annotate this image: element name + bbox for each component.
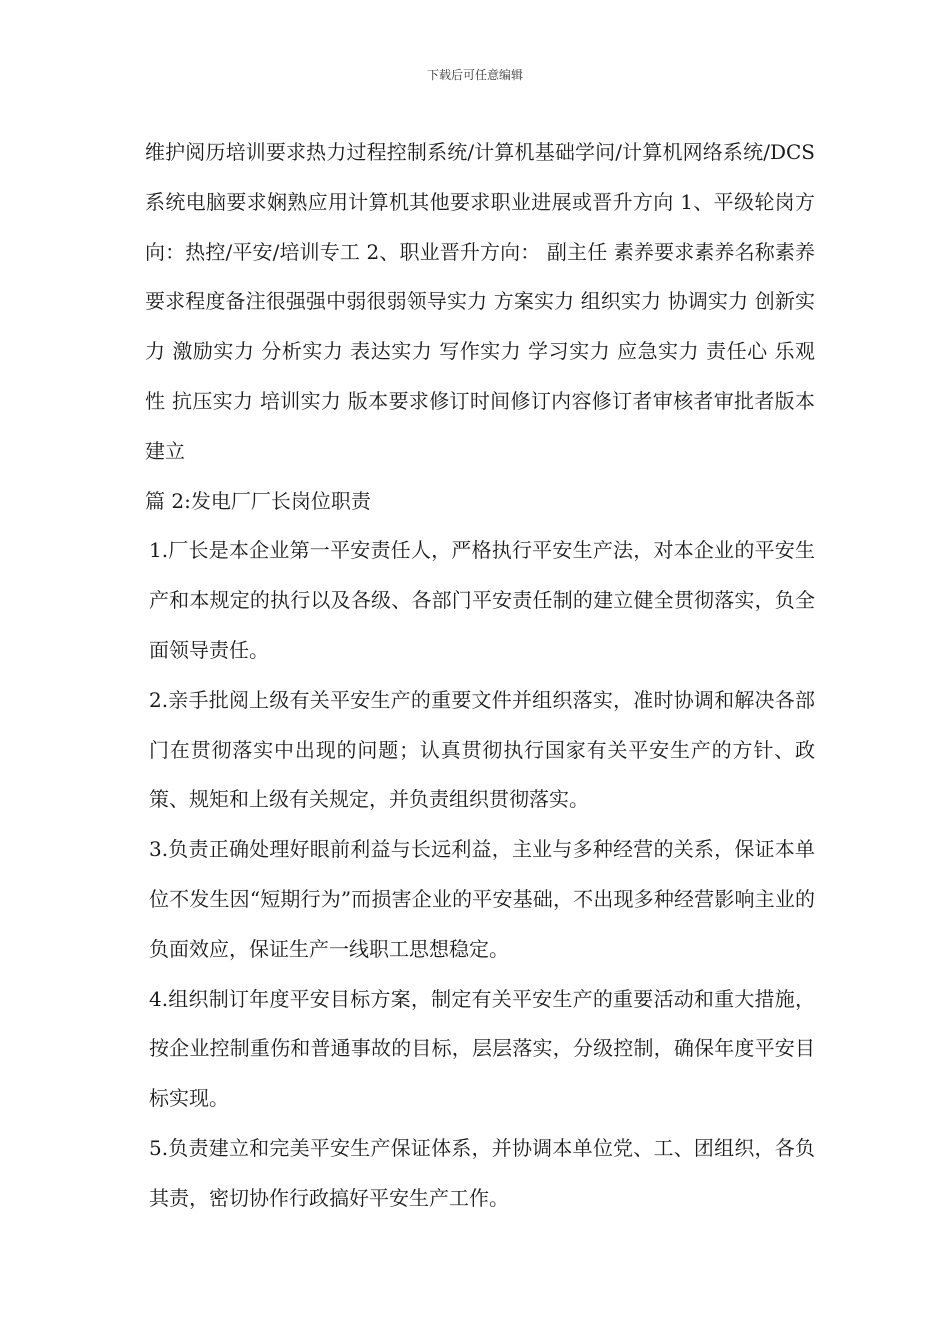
paragraph-requirements: 维护阅历培训要求热力过程控制系统/计算机基础学问/计算机网络系统/DCS系统电脑要求娴熟应用计算机其他要求职业进展或晋升方向 1、平级轮岗方向：热控/平安/培训专工 2、职业晋升方向： 副主任 素养要求素养名称素养要求程度备注很强强中弱很弱领导实力 方案实力 组织实力 协调实力 创新实力 激励实力 分析实力 表达实力 写作实力 学习实力 应急实力 责任心 乐观性 抗压实力 培训实力 版本要求修订时间修订内容修订者审核者审批者版本建立 (145, 140, 815, 463)
duty-item-5: 5.负责建立和完美平安生产保证体系，并协调本单位党、工、团组织，各负其责，密切协作行政搞好平安生产工作。 (149, 1135, 815, 1210)
duty-item-2: 2.亲手批阅上级有关平安生产的重要文件并组织落实，准时协调和解决各部门在贯彻落实中出现的问题；认真贯彻执行国家有关平安生产的方针、政策、规矩和上级有关规定，并负责组织贯彻落实。 (149, 687, 815, 812)
section-heading: 篇 2:发电厂厂长岗位职责 (145, 488, 371, 513)
duty-item-1: 1.厂长是本企业第一平安责任人，严格执行平安生产法，对本企业的平安生产和本规定的执行以及各级、各部门平安责任制的建立健全贯彻落实，负全面领导责任。 (149, 538, 815, 662)
document-body (145, 128, 815, 1224)
duty-item-4: 4.组织制订年度平安目标方案，制定有关平安生产的重要活动和重大措施，按企业控制重伤和普通事故的目标，层层落实，分级控制，确保年度平安目标实现。 (149, 986, 815, 1111)
page-header-note: 下载后可任意编辑 (426, 68, 523, 82)
duty-item-3: 3.负责正确处理好眼前利益与长远利益，主业与多种经营的关系，保证本单位不发生因“短期行为”而损害企业的平安基础，不出现多种经营影响主业的负面效应，保证生产一线职工思想稳定。 (149, 837, 815, 961)
